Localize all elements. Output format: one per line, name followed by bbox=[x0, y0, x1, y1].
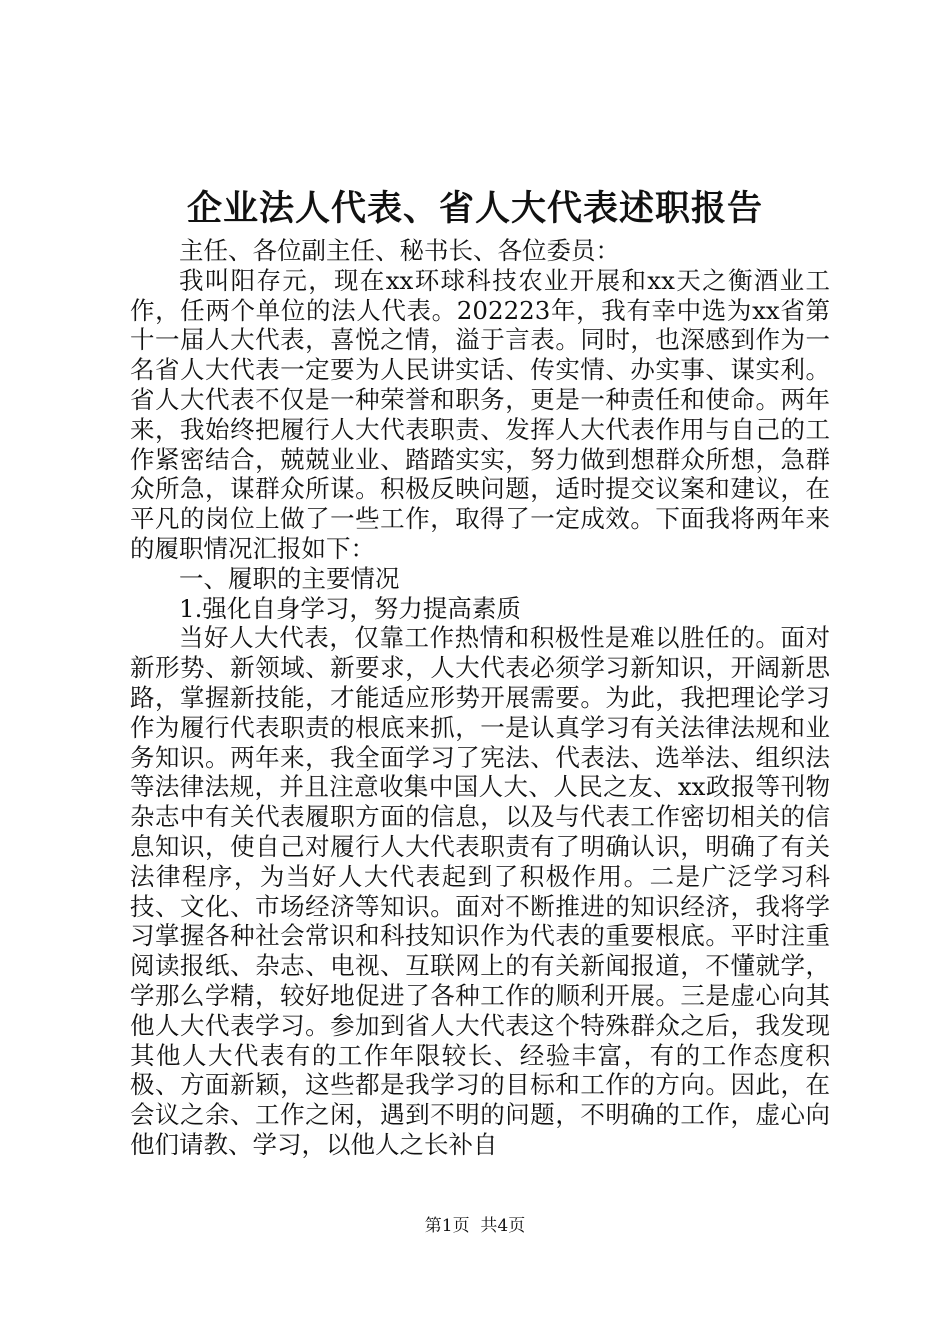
section-heading: 一、履职的主要情况 bbox=[179, 563, 400, 593]
salutation-paragraph: 主任、各位副主任、秘书长、各位委员： bbox=[179, 236, 620, 265]
document-title: 企业法人代表、省人大代表述职报告 bbox=[186, 188, 763, 229]
page-total: 共4页 bbox=[480, 1216, 526, 1236]
document-body bbox=[130, 236, 830, 1160]
subsection-heading: 1.强化自身学习，努力提高素质 bbox=[179, 593, 521, 623]
body-paragraph: 当好人大代表，仅靠工作热情和积极性是难以胜任的。面对新形势、新领域、新要求，人大代表必须学习新知识，开阔新思路，掌握新技能，才能适应形势开展需要。为此，我把理论学习作为履行代表职责的根底来抓，一是认真学习有关法律法规和业务知识。两年来，我全面学习了宪法、代表法、选举法、组织法等法律法规，并且注意收集中国人大、人民之友、xx政报等刊物杂志中有关代表履职方面的信息，以及与代表工作密切相关的信息知识，使自己对履行人大代表职责有了明确认识，明确了有关法律程序，为当好人大代表起到了积极作用。二是广泛学习科技、文化、市场经济等知识。面对不断推进的知识经济，我将学习掌握各种社会常识和科技知识作为代表的重要根底。平时注重阅读报纸、杂志、电视、互联网上的有关新闻报道，不懂就学，学那么学精，较好地促进了各种工作的顺利开展。三是虚心向其他人大代表学习。参加到省人大代表这个特殊群众之后，我发现其他人大代表有的工作年限较长、经验丰富，有的工作态度积极、方面新颖，这些都是我学习的目标和工作的方向。因此，在会议之余、工作之闲，遇到不明的问题，不明确的工作，虚心向他们请教、学习，以他人之长补自 bbox=[130, 623, 830, 1159]
page-footer bbox=[0, 1214, 950, 1238]
page-number: 第1页 bbox=[424, 1216, 470, 1236]
intro-paragraph: 我叫阳存元，现在xx环球科技农业开展和xx天之衡酒业工作，任两个单位的法人代表。202223年，我有幸中选为xx省第十一届人大代表，喜悦之情，溢于言表。同时，也深感到作为一名省人大代表一定要为人民讲实话、传实情、办实事、谋实利。省人大代表不仅是一种荣誉和职务，更是一种责任和使命。两年来，我始终把履行人大代表职责、发挥人大代表作用与自己的工作紧密结合，兢兢业业、踏踏实实，努力做到想群众所想，急群众所急，谋群众所谋。积极反映问题，适时提交议案和建议，在平凡的岗位上做了一些工作，取得了一定成效。下面我将两年来的履职情况汇报如下： bbox=[130, 265, 830, 563]
